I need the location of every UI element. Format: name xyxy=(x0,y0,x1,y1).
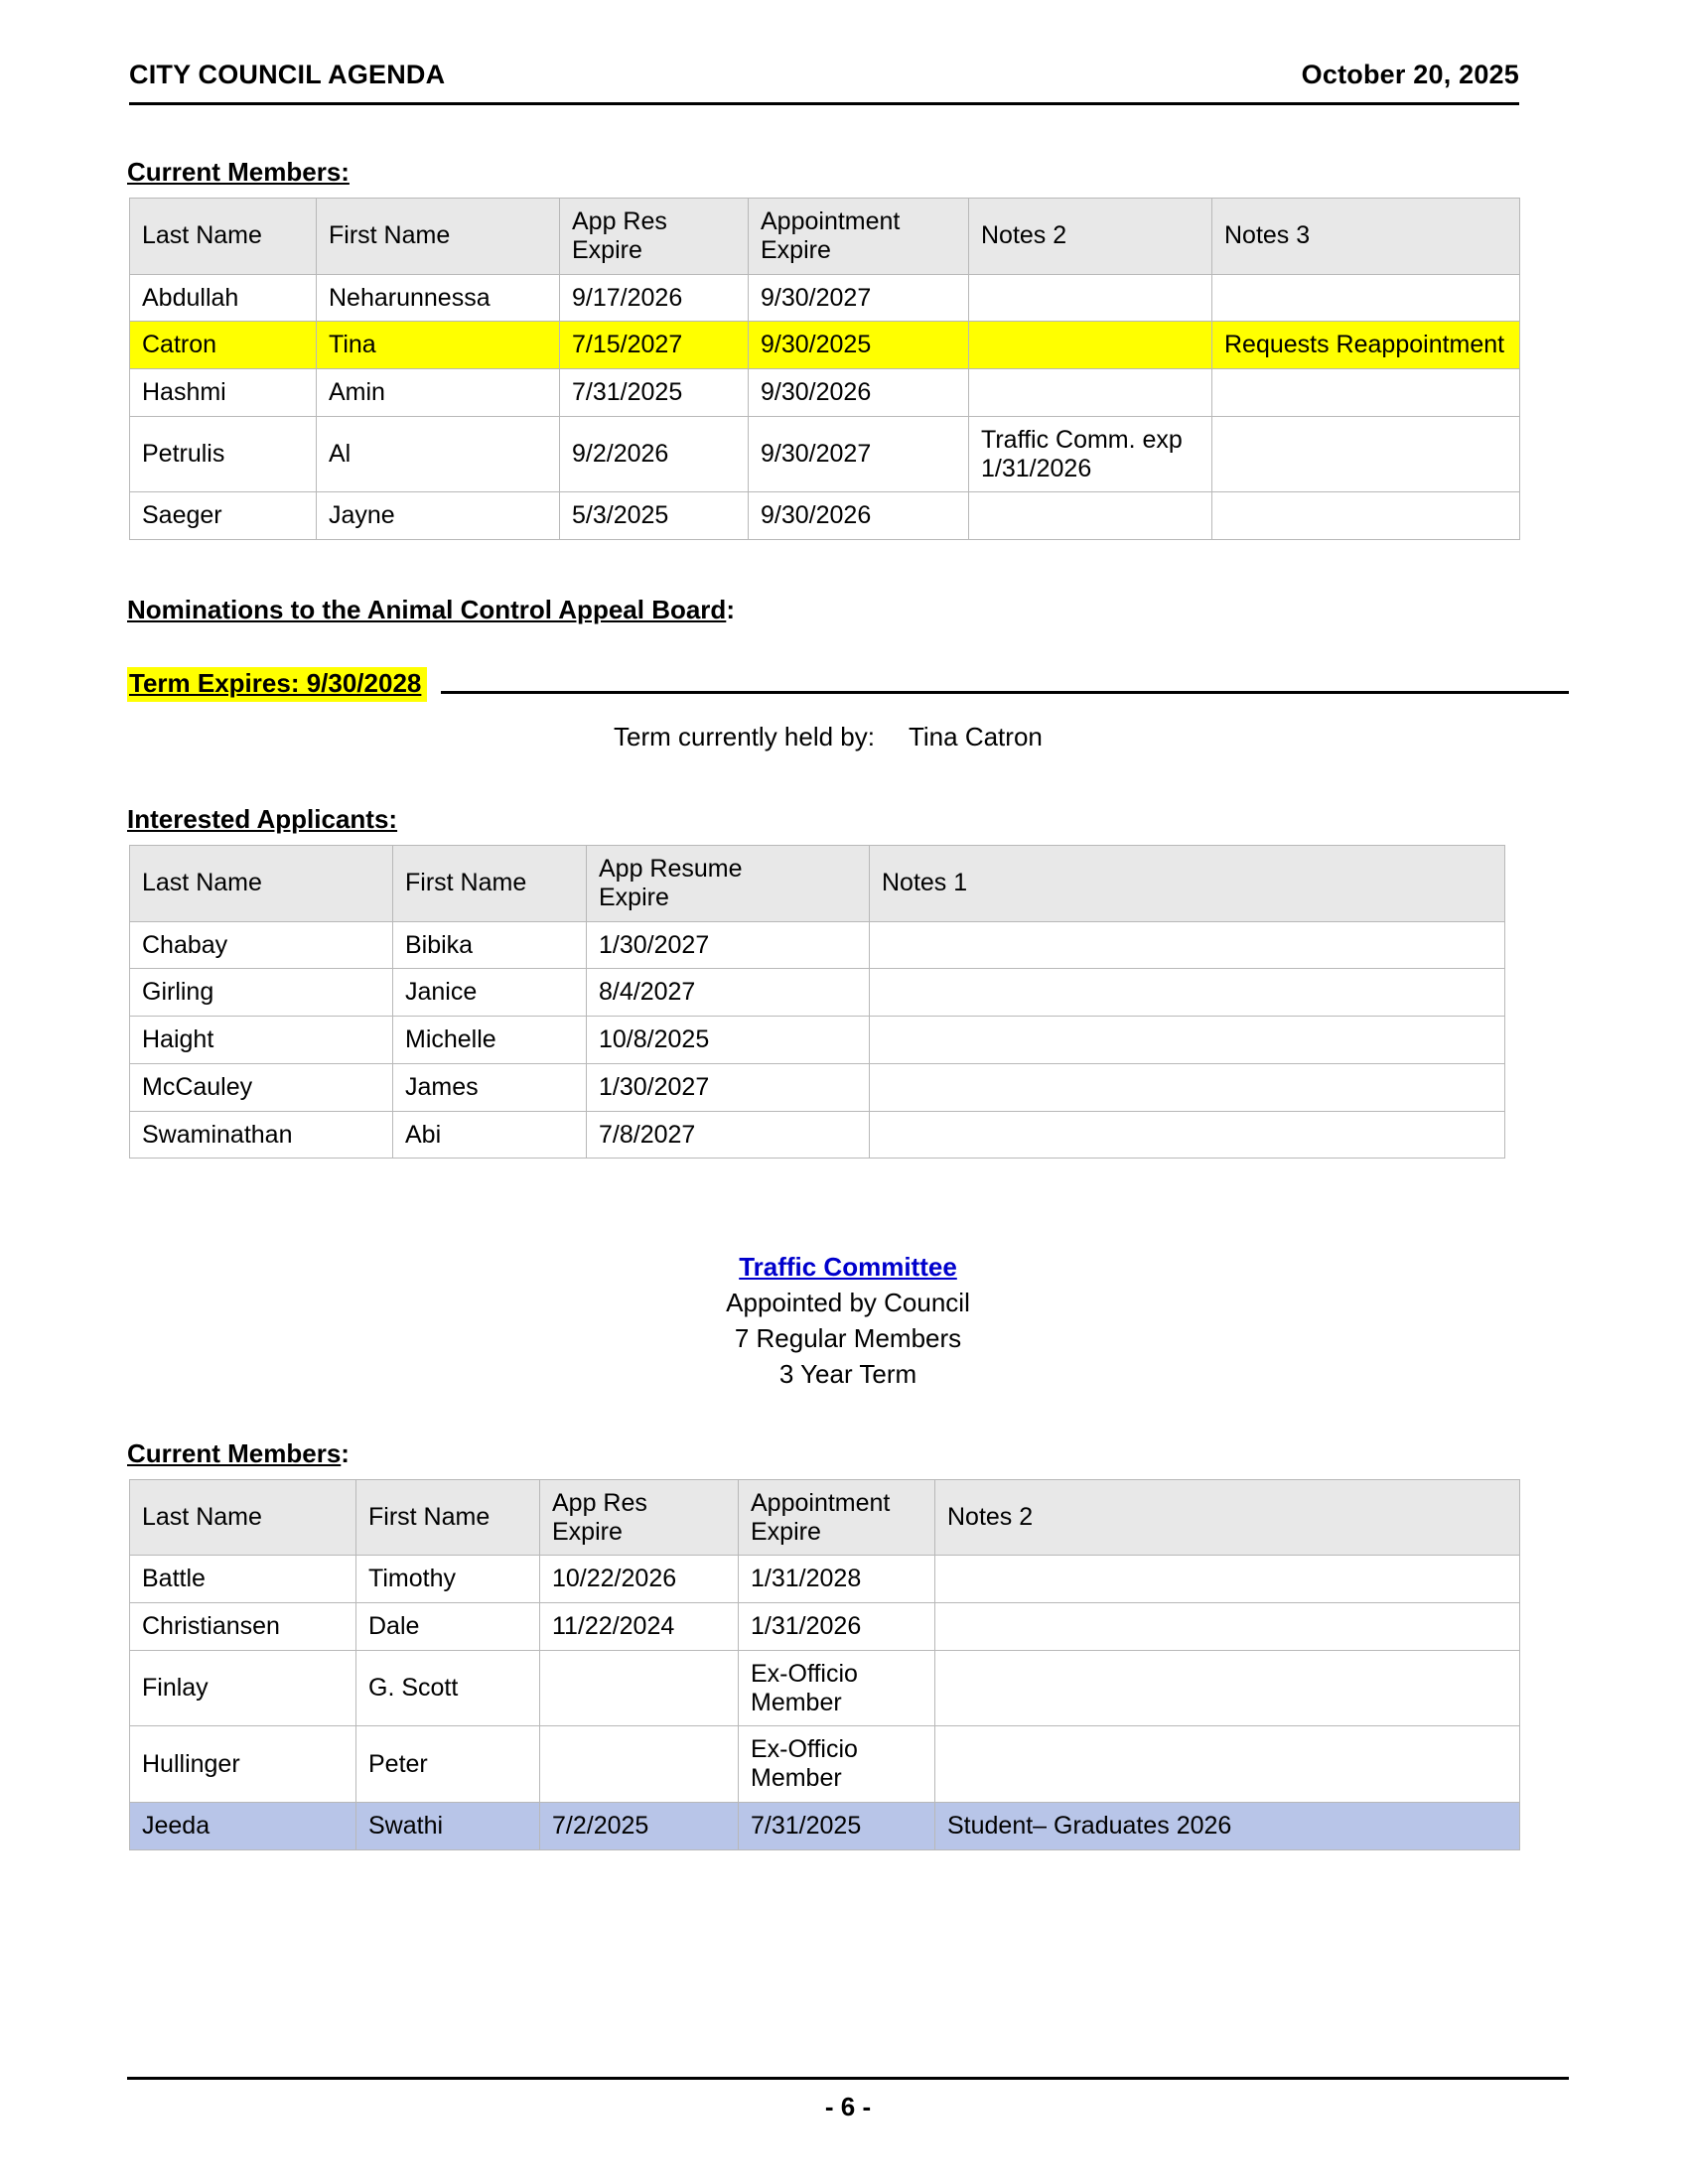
cell-notes-1 xyxy=(870,1111,1505,1159)
column-header-text: Notes 2 xyxy=(947,1503,1034,1532)
cell-appointment-expire: 1/31/2026 xyxy=(739,1603,935,1651)
cell-first-name: Tina xyxy=(317,322,560,369)
column-header-text: Notes 2 xyxy=(981,221,1067,250)
nominations-heading-colon: : xyxy=(726,595,735,624)
current-members-heading-1-label: Current Members: xyxy=(127,157,350,187)
cell-notes-1 xyxy=(870,921,1505,969)
cell-first-name: Al xyxy=(317,416,560,492)
table-row-highlighted xyxy=(130,1802,1520,1849)
table-row xyxy=(130,1650,1520,1726)
column-header-text: Last Name xyxy=(142,1503,262,1532)
cell-notes-1 xyxy=(870,1063,1505,1111)
cell-notes-2 xyxy=(935,1556,1520,1603)
cell-appointment-expire: 7/31/2025 xyxy=(739,1802,935,1849)
term-expires-row xyxy=(127,667,1569,702)
column-header-text: First Name xyxy=(329,221,451,250)
cell-notes-1 xyxy=(870,969,1505,1017)
cell-appointment-expire: Ex-Officio Member xyxy=(739,1726,935,1803)
table-row xyxy=(130,1017,1505,1064)
cell-notes-2 xyxy=(969,492,1212,540)
cell-first-name: Peter xyxy=(356,1726,540,1803)
header-title: CITY COUNCIL AGENDA xyxy=(129,60,446,89)
cell-first-name: Amin xyxy=(317,369,560,417)
column-header-app-res-expire xyxy=(560,199,749,275)
cell-last-name: Swaminathan xyxy=(130,1111,393,1159)
column-header-first-name xyxy=(317,199,560,275)
cell-app-res-expire: 9/2/2026 xyxy=(560,416,749,492)
cell-last-name: Hullinger xyxy=(130,1726,356,1803)
column-header-first-name xyxy=(356,1479,540,1556)
cell-app-res-expire: 5/3/2025 xyxy=(560,492,749,540)
cell-app-resume-expire: 10/8/2025 xyxy=(587,1017,870,1064)
column-header-appointment-expire xyxy=(749,199,969,275)
cell-notes-2 xyxy=(969,274,1212,322)
cell-app-resume-expire: 8/4/2027 xyxy=(587,969,870,1017)
cell-first-name: Dale xyxy=(356,1603,540,1651)
cell-last-name: Finlay xyxy=(130,1650,356,1726)
page-footer xyxy=(127,2077,1569,2122)
cell-notes-2 xyxy=(969,322,1212,369)
cell-first-name: Bibika xyxy=(393,921,587,969)
column-header-text: First Name xyxy=(405,869,527,897)
table-row-highlighted xyxy=(130,322,1520,369)
cell-app-res-expire: 7/2/2025 xyxy=(540,1802,739,1849)
committee-heading-block xyxy=(127,1250,1569,1393)
term-currently-held xyxy=(614,722,1569,752)
cell-notes-2: Traffic Comm. exp 1/31/2026 xyxy=(969,416,1212,492)
column-header-appointment-expire xyxy=(739,1479,935,1556)
table-row xyxy=(130,1063,1505,1111)
cell-app-resume-expire: 1/30/2027 xyxy=(587,921,870,969)
table-row xyxy=(130,969,1505,1017)
term-held-label: Term currently held by: xyxy=(614,722,875,751)
table-row xyxy=(130,274,1520,322)
column-header-app-res-expire xyxy=(540,1479,739,1556)
cell-first-name: Janice xyxy=(393,969,587,1017)
interested-applicants-heading-label: Interested Applicants: xyxy=(127,804,398,834)
nominations-heading xyxy=(127,595,1569,625)
cell-app-res-expire xyxy=(540,1726,739,1803)
cell-notes-3 xyxy=(1212,416,1520,492)
document-header xyxy=(129,60,1519,105)
column-header-text-2: Expire xyxy=(751,1517,821,1546)
column-header-text: Notes 3 xyxy=(1224,221,1311,250)
cell-first-name: Jayne xyxy=(317,492,560,540)
column-header-text-2: Expire xyxy=(761,235,831,264)
cell-app-res-expire xyxy=(540,1650,739,1726)
cell-first-name: James xyxy=(393,1063,587,1111)
interested-applicants-heading xyxy=(127,804,397,835)
table-row xyxy=(130,1603,1520,1651)
table-header-row xyxy=(130,846,1505,922)
committee-line-appointed-by: Appointed by Council xyxy=(726,1288,970,1318)
table-header-row xyxy=(130,199,1520,275)
column-header-notes-1 xyxy=(870,846,1505,922)
column-header-first-name xyxy=(393,846,587,922)
column-header-notes-3 xyxy=(1212,199,1520,275)
table-row xyxy=(130,1556,1520,1603)
table-row xyxy=(130,1726,1520,1803)
term-held-name: Tina Catron xyxy=(908,722,1043,751)
column-header-text: App Resume xyxy=(599,855,743,883)
cell-notes-2 xyxy=(935,1603,1520,1651)
cell-notes-2 xyxy=(935,1650,1520,1726)
cell-appointment-expire: 9/30/2026 xyxy=(749,369,969,417)
current-members-heading-1 xyxy=(127,157,350,188)
cell-notes-2 xyxy=(969,369,1212,417)
cell-app-res-expire: 7/15/2027 xyxy=(560,322,749,369)
cell-appointment-expire: 9/30/2026 xyxy=(749,492,969,540)
column-header-text: App Res xyxy=(572,207,667,235)
cell-notes-1 xyxy=(870,1017,1505,1064)
cell-first-name: Timothy xyxy=(356,1556,540,1603)
cell-appointment-expire: 9/30/2025 xyxy=(749,322,969,369)
horizontal-rule xyxy=(441,690,1569,694)
committee-title-link[interactable]: Traffic Committee xyxy=(739,1252,957,1283)
committee-line-members: 7 Regular Members xyxy=(734,1323,962,1353)
cell-last-name: Haight xyxy=(130,1017,393,1064)
cell-notes-2 xyxy=(935,1726,1520,1803)
column-header-notes-2 xyxy=(935,1479,1520,1556)
cell-first-name: G. Scott xyxy=(356,1650,540,1726)
table-header-row xyxy=(130,1479,1520,1556)
current-members-heading-2-colon: : xyxy=(341,1437,350,1468)
current-members-table-1 xyxy=(129,198,1520,540)
cell-last-name: Saeger xyxy=(130,492,317,540)
column-header-app-resume-expire xyxy=(587,846,870,922)
table-row xyxy=(130,416,1520,492)
cell-app-resume-expire: 7/8/2027 xyxy=(587,1111,870,1159)
cell-notes-3 xyxy=(1212,369,1520,417)
column-header-text: Appointment xyxy=(761,207,901,235)
cell-app-res-expire: 7/31/2025 xyxy=(560,369,749,417)
table-row xyxy=(130,492,1520,540)
cell-last-name: Catron xyxy=(130,322,317,369)
cell-first-name: Swathi xyxy=(356,1802,540,1849)
page-number: - 6 - xyxy=(824,2092,872,2121)
committee-line-term: 3 Year Term xyxy=(778,1358,917,1389)
column-header-text: Notes 1 xyxy=(882,869,968,897)
cell-notes-3: Requests Reappointment xyxy=(1212,322,1520,369)
cell-first-name: Michelle xyxy=(393,1017,587,1064)
column-header-text-2: Expire xyxy=(599,883,669,911)
column-header-last-name xyxy=(130,199,317,275)
cell-appointment-expire: 9/30/2027 xyxy=(749,274,969,322)
cell-notes-2: Student– Graduates 2026 xyxy=(935,1802,1520,1849)
cell-app-resume-expire: 1/30/2027 xyxy=(587,1063,870,1111)
cell-app-res-expire: 11/22/2024 xyxy=(540,1603,739,1651)
cell-last-name: Hashmi xyxy=(130,369,317,417)
cell-last-name: Christiansen xyxy=(130,1603,356,1651)
column-header-text: Last Name xyxy=(142,869,262,897)
cell-notes-3 xyxy=(1212,492,1520,540)
traffic-committee-members-table xyxy=(129,1479,1520,1850)
table-row xyxy=(130,1111,1505,1159)
cell-last-name: Chabay xyxy=(130,921,393,969)
table-row xyxy=(130,369,1520,417)
cell-app-res-expire: 10/22/2026 xyxy=(540,1556,739,1603)
column-header-text: First Name xyxy=(368,1503,491,1532)
cell-last-name: Battle xyxy=(130,1556,356,1603)
current-members-heading-2-label: Current Members xyxy=(127,1437,342,1468)
cell-last-name: McCauley xyxy=(130,1063,393,1111)
cell-notes-3 xyxy=(1212,274,1520,322)
cell-appointment-expire: 1/31/2028 xyxy=(739,1556,935,1603)
header-date: October 20, 2025 xyxy=(1301,60,1519,89)
column-header-text: Appointment xyxy=(751,1488,891,1517)
column-header-last-name xyxy=(130,846,393,922)
nominations-heading-label: Nominations to the Animal Control Appeal Board xyxy=(127,595,727,624)
cell-last-name: Girling xyxy=(130,969,393,1017)
column-header-text: Last Name xyxy=(142,221,262,250)
committee-title-wrap xyxy=(127,1250,1569,1286)
cell-appointment-expire: 9/30/2027 xyxy=(749,416,969,492)
column-header-notes-2 xyxy=(969,199,1212,275)
term-expires-label: Term Expires: 9/30/2028 xyxy=(127,667,427,702)
column-header-text-2: Expire xyxy=(572,235,642,264)
cell-last-name: Abdullah xyxy=(130,274,317,322)
cell-first-name: Neharunnessa xyxy=(317,274,560,322)
interested-applicants-table xyxy=(129,845,1505,1159)
column-header-text-2: Expire xyxy=(552,1517,623,1546)
cell-first-name: Abi xyxy=(393,1111,587,1159)
column-header-text: App Res xyxy=(552,1488,647,1517)
cell-last-name: Jeeda xyxy=(130,1802,356,1849)
column-header-last-name xyxy=(130,1479,356,1556)
current-members-heading-2 xyxy=(127,1438,350,1469)
cell-app-res-expire: 9/17/2026 xyxy=(560,274,749,322)
table-row xyxy=(130,921,1505,969)
cell-appointment-expire: Ex-Officio Member xyxy=(739,1650,935,1726)
cell-last-name: Petrulis xyxy=(130,416,317,492)
